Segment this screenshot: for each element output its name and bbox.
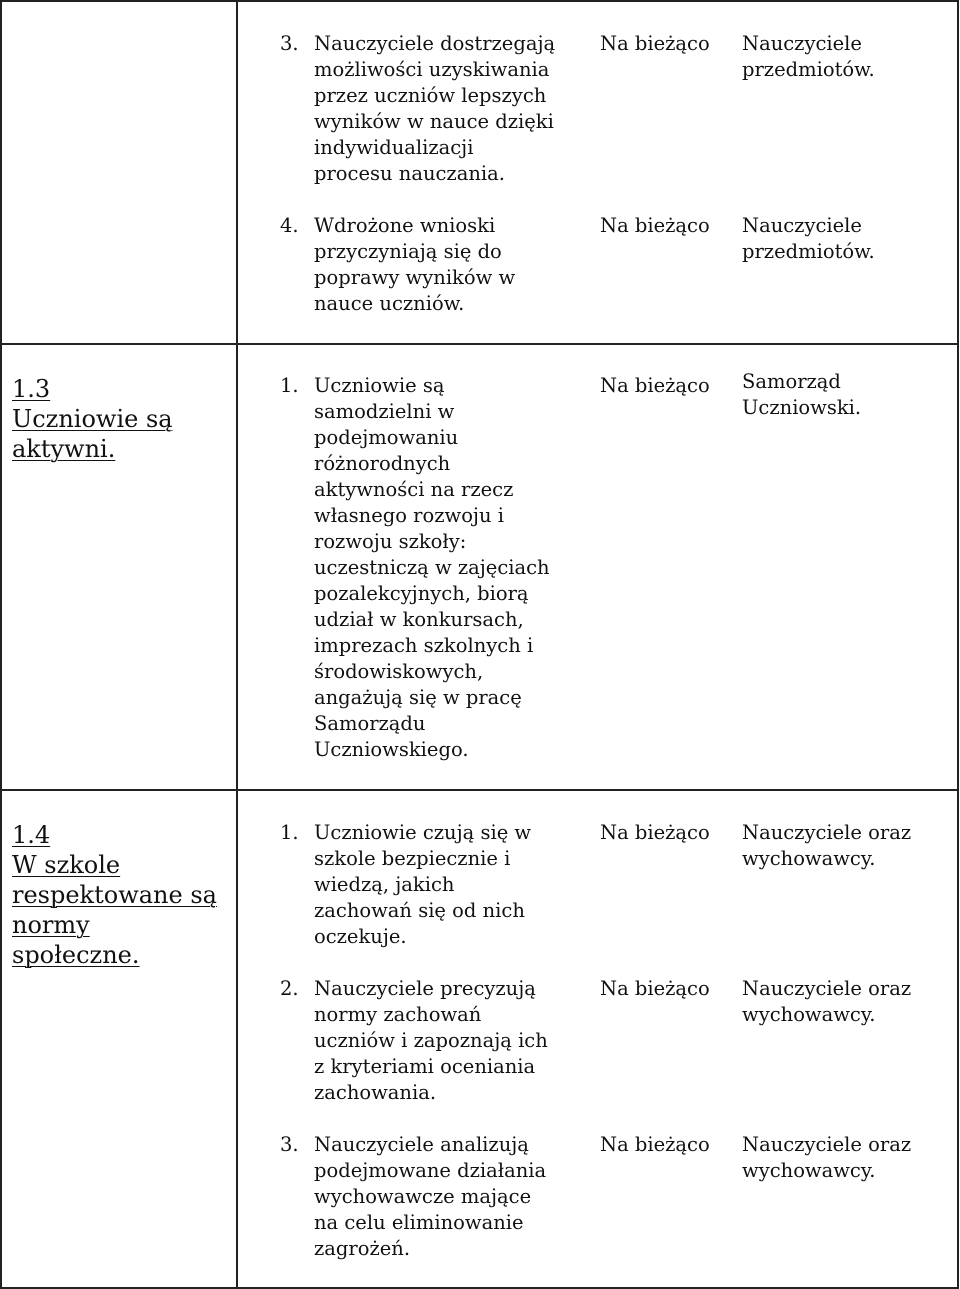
row-divider: [0, 343, 959, 345]
goal-cell: [12, 820, 234, 970]
task-responsible: Nauczyciele przedmiotów.: [742, 32, 875, 81]
task-number: 3.: [280, 1133, 299, 1156]
table-border-bottom: [0, 1287, 959, 1289]
task-term: Na bieżąco: [600, 821, 710, 844]
goal-cell: [12, 374, 234, 464]
task-number: 1.: [280, 374, 299, 397]
task-term: Na bieżąco: [600, 32, 710, 55]
goal-number: 1.3: [12, 375, 51, 403]
task-responsible: Nauczyciele oraz wychowawcy.: [742, 977, 912, 1026]
row-divider: [0, 789, 959, 791]
task-responsible: Samorząd Uczniowski.: [742, 370, 862, 419]
task-term: Na bieżąco: [600, 977, 710, 1000]
goal-text: Uczniowie są aktywni.: [12, 405, 173, 463]
task-text: Nauczyciele dostrzegają możliwości uzyskiwania przez uczniów lepszych wyników w nauce dzięki indywidualizacji procesu nauczania.: [314, 32, 556, 185]
table-border-top: [0, 0, 959, 2]
task-text: Nauczyciele analizują podejmowane działania wychowawcze mające na celu eliminowanie zagrożeń.: [314, 1133, 547, 1260]
task-number: 2.: [280, 977, 299, 1000]
task-number: 3.: [280, 32, 299, 55]
task-responsible: Nauczyciele oraz wychowawcy.: [742, 1133, 912, 1182]
task-item: [280, 820, 590, 950]
task-responsible: Nauczyciele oraz wychowawcy.: [742, 821, 912, 870]
table-border-right: [957, 0, 959, 1289]
task-text: Uczniowie czują się w szkole bezpiecznie i wiedzą, jakich zachowań się od nich oczekuje.: [314, 821, 532, 948]
task-item: [280, 1132, 590, 1262]
goal-text: W szkole respektowane są normy społeczne.: [12, 851, 217, 969]
column-divider: [236, 0, 238, 1289]
task-item: [280, 213, 590, 317]
task-text: Uczniowie są samodzielni w podejmowaniu różnorodnych aktywności na rzecz własnego rozwoju i rozwoju szkoły: uczestniczą w zajęciach pozalekcyjnych, biorą udział w konkursach, imprezach szkolnych i środowiskowych, angażują się w pracę Samorządu Uczniowskiego.: [314, 374, 550, 761]
task-text: Nauczyciele precyzują normy zachowań uczniów i zapoznają ich z kryteriami oceniania zachowania.: [314, 977, 548, 1104]
task-responsible: Nauczyciele przedmiotów.: [742, 214, 875, 263]
task-text: Wdrożone wnioski przyczyniają się do poprawy wyników w nauce uczniów.: [314, 214, 516, 315]
task-item: [280, 31, 590, 187]
task-item: [280, 373, 590, 763]
goal-number: 1.4: [12, 821, 51, 849]
task-number: 4.: [280, 214, 299, 237]
task-term: Na bieżąco: [600, 214, 710, 237]
task-term: Na bieżąco: [600, 1133, 710, 1156]
task-term: Na bieżąco: [600, 374, 710, 397]
table-border-left: [0, 0, 2, 1289]
task-item: [280, 976, 590, 1106]
task-number: 1.: [280, 821, 299, 844]
